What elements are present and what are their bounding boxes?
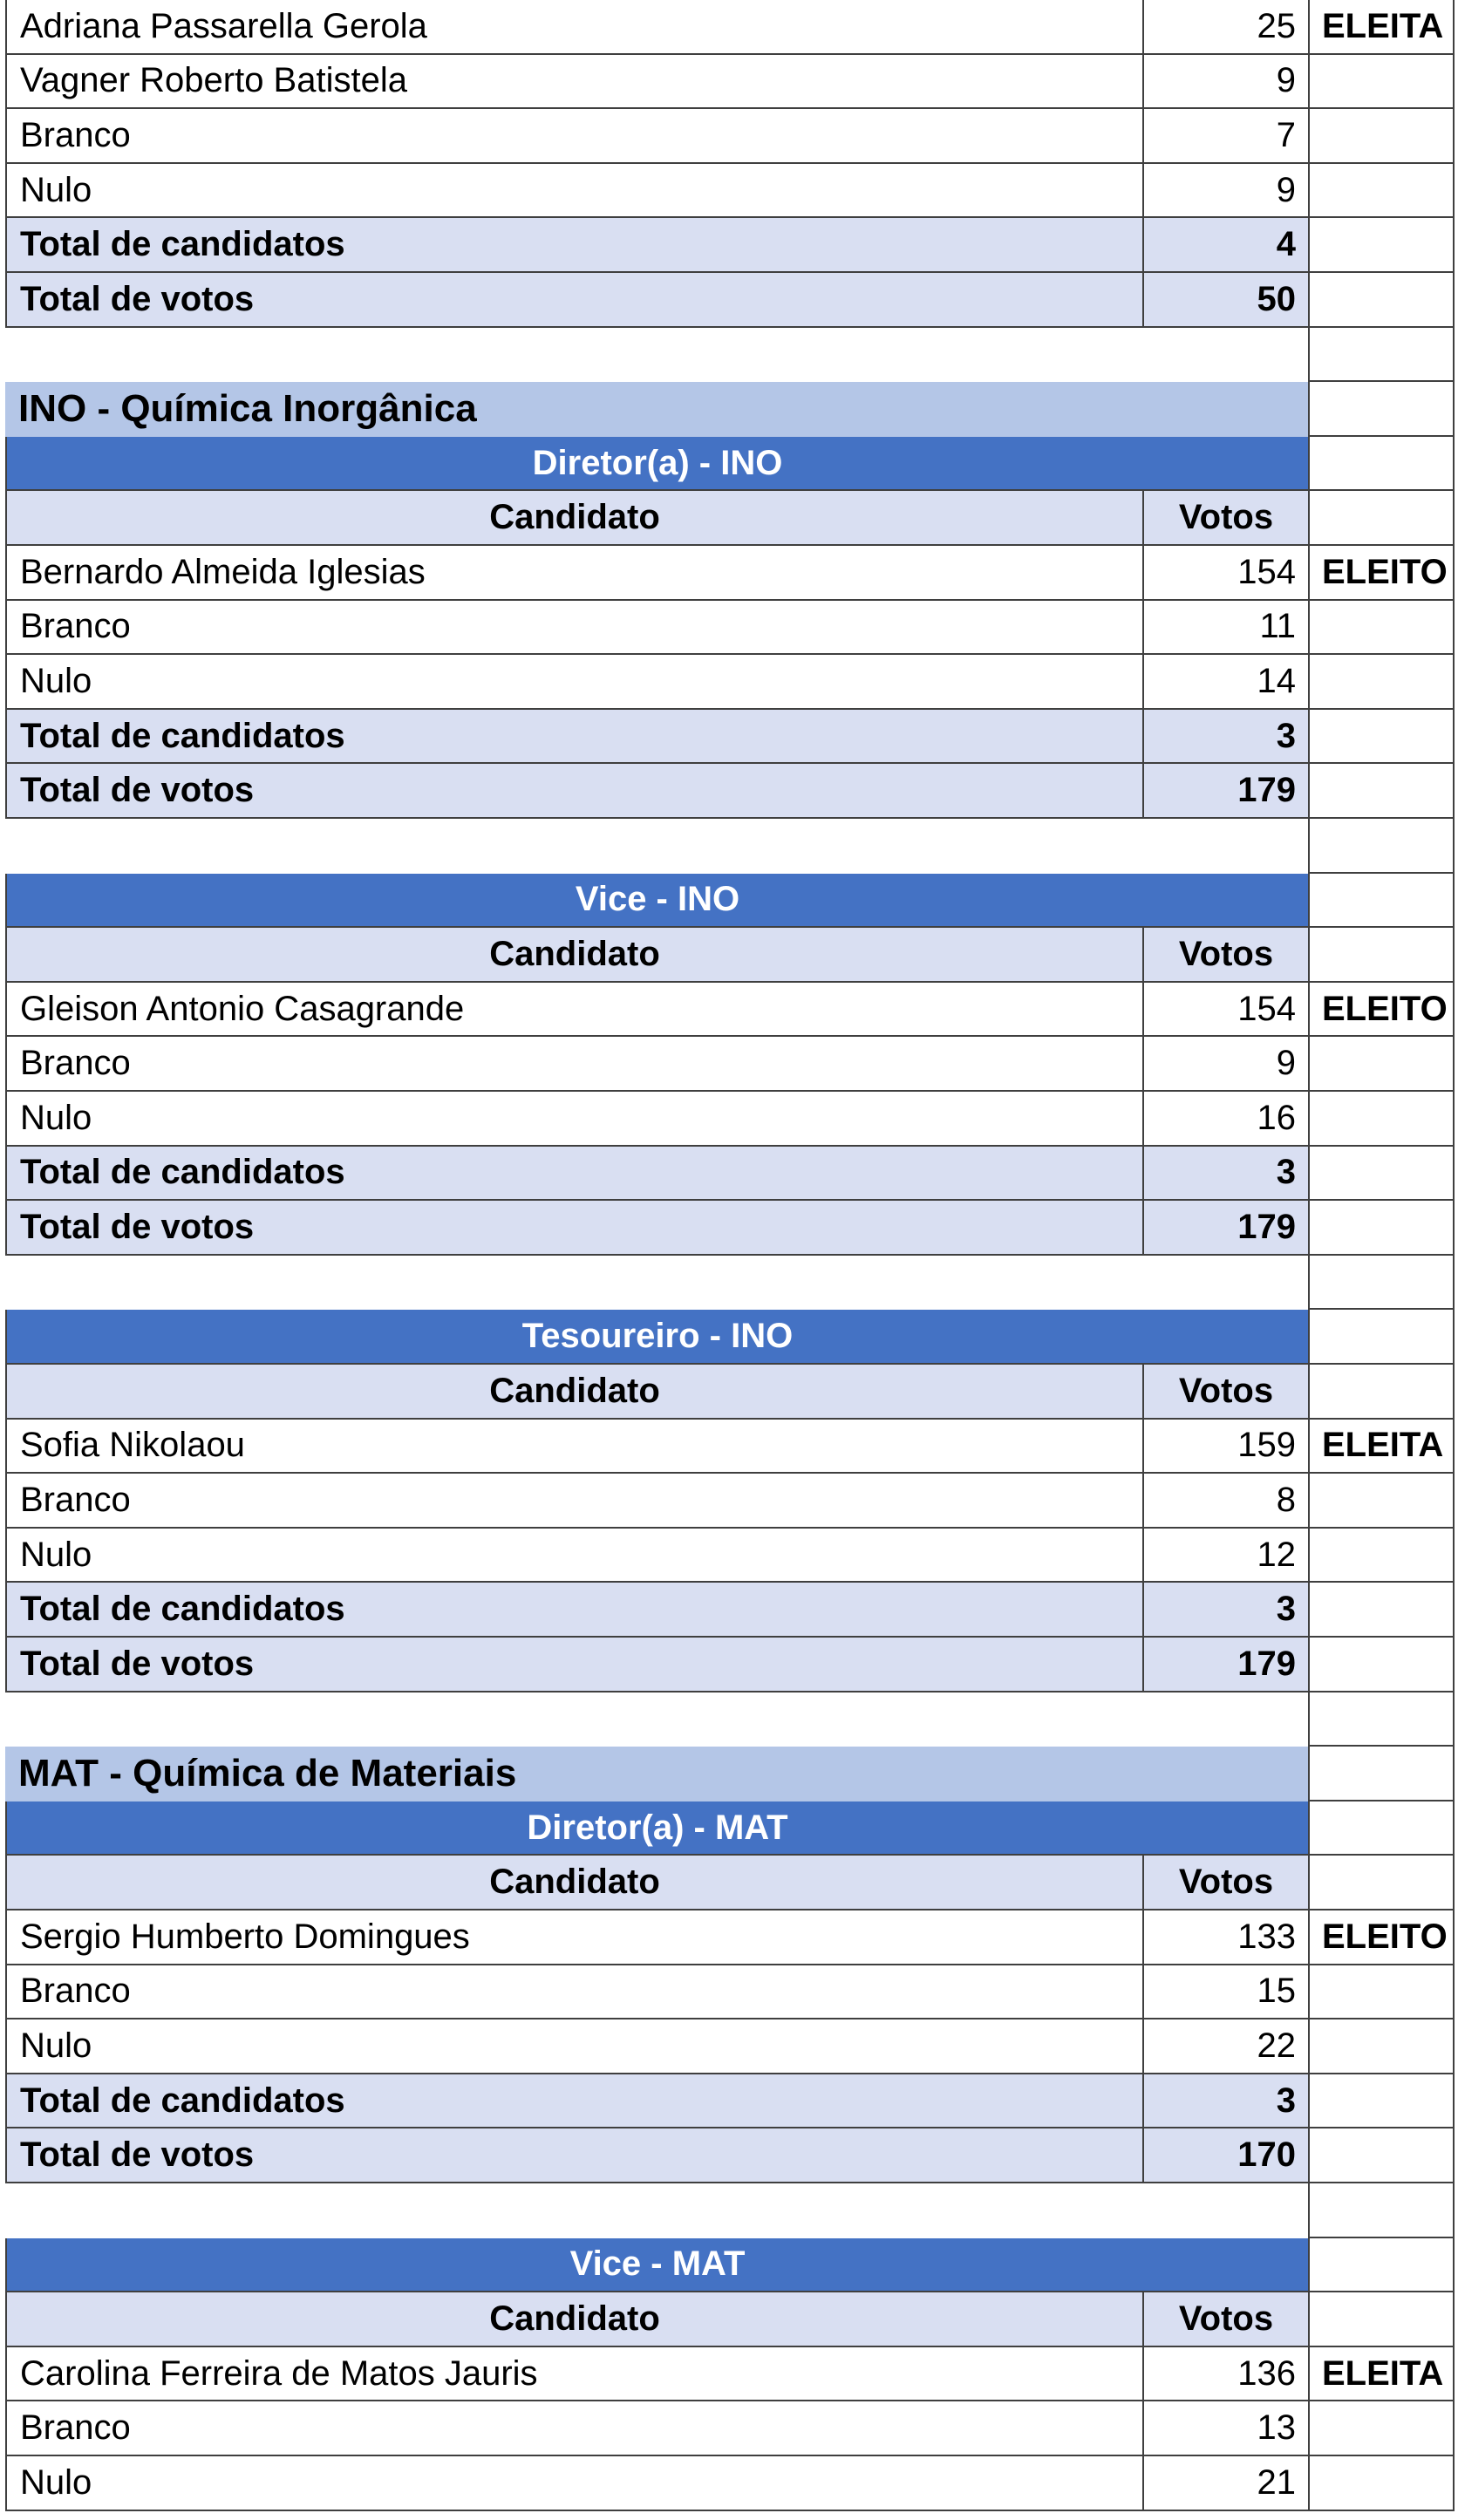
status-cell: ELEITO <box>1308 1910 1455 1965</box>
total-row <box>0 1147 1458 1202</box>
votes-cell: 7 <box>1142 109 1308 164</box>
colhead-row <box>0 491 1458 546</box>
status-cell <box>1308 2183 1455 2238</box>
department-title: INO - Química Inorgânica <box>5 382 1308 437</box>
data-row <box>0 1474 1458 1529</box>
column-header-votes: Votos <box>1142 2292 1308 2347</box>
data-row <box>0 0 1458 55</box>
spacer-row <box>0 328 1458 383</box>
votes-cell: 21 <box>1142 2456 1308 2511</box>
colhead-row <box>0 1365 1458 1420</box>
votes-cell: 22 <box>1142 2019 1308 2074</box>
colhead-row <box>0 928 1458 983</box>
candidate-name-cell: Sergio Humberto Domingues <box>5 1910 1142 1965</box>
status-cell <box>1308 1638 1455 1692</box>
status-cell <box>1308 655 1455 710</box>
spacer-row <box>0 1256 1458 1311</box>
status-cell <box>1308 1692 1455 1747</box>
candidate-name-cell: Branco <box>5 1965 1142 2020</box>
votes-cell: 9 <box>1142 164 1308 219</box>
data-row <box>0 655 1458 710</box>
candidate-name-cell: Branco <box>5 2401 1142 2456</box>
column-header-candidate: Candidato <box>5 1856 1142 1910</box>
status-cell <box>1308 1801 1455 1856</box>
status-cell <box>1308 218 1455 273</box>
candidate-name-cell: Nulo <box>5 164 1142 219</box>
column-header-votes: Votos <box>1142 1856 1308 1910</box>
candidate-name-cell: Branco <box>5 1474 1142 1529</box>
candidate-name-cell: Total de candidatos <box>5 1147 1142 1202</box>
votes-cell: 136 <box>1142 2347 1308 2402</box>
status-cell <box>1308 1256 1455 1311</box>
data-row <box>0 1037 1458 1092</box>
votes-cell: 3 <box>1142 1583 1308 1638</box>
votes-cell: 3 <box>1142 710 1308 765</box>
colhead-row <box>0 2292 1458 2347</box>
votes-cell: 154 <box>1142 546 1308 601</box>
votes-cell: 15 <box>1142 1965 1308 2020</box>
votes-cell: 3 <box>1142 1147 1308 1202</box>
status-cell <box>1308 164 1455 219</box>
votes-cell: 8 <box>1142 1474 1308 1529</box>
data-row <box>0 2456 1458 2511</box>
position-row <box>0 874 1458 929</box>
status-cell: ELEITO <box>1308 983 1455 1038</box>
column-header-candidate: Candidato <box>5 491 1142 546</box>
status-cell <box>1308 1365 1455 1420</box>
status-cell <box>1308 1092 1455 1147</box>
candidate-name-cell: Branco <box>5 109 1142 164</box>
candidate-name-cell: Gleison Antonio Casagrande <box>5 983 1142 1038</box>
candidate-name-cell: Carolina Ferreira de Matos Jauris <box>5 2347 1142 2402</box>
status-cell <box>1308 109 1455 164</box>
status-cell <box>1308 764 1455 819</box>
candidate-name-cell: Nulo <box>5 1529 1142 1584</box>
candidate-name-cell: Total de votos <box>5 1201 1142 1256</box>
status-cell <box>1308 1747 1455 1801</box>
status-cell <box>1308 1037 1455 1092</box>
candidate-name-cell: Total de votos <box>5 1638 1142 1692</box>
status-cell <box>1308 382 1455 437</box>
total-row <box>0 2074 1458 2129</box>
status-cell <box>1308 55 1455 110</box>
candidate-name-cell: Total de candidatos <box>5 2074 1142 2129</box>
votes-cell: 159 <box>1142 1420 1308 1475</box>
data-row <box>0 1420 1458 1475</box>
candidate-name-cell: Nulo <box>5 1092 1142 1147</box>
status-cell <box>1308 874 1455 929</box>
candidate-name-cell: Nulo <box>5 2456 1142 2511</box>
status-cell <box>1308 819 1455 874</box>
votes-cell: 9 <box>1142 55 1308 110</box>
status-cell <box>1308 710 1455 765</box>
votes-cell: 11 <box>1142 601 1308 656</box>
data-row <box>0 1910 1458 1965</box>
column-header-votes: Votos <box>1142 1365 1308 1420</box>
candidate-name-cell: Total de candidatos <box>5 1583 1142 1638</box>
votes-cell: 16 <box>1142 1092 1308 1147</box>
candidate-name-cell: Adriana Passarella Gerola <box>5 0 1142 55</box>
status-cell: ELEITO <box>1308 546 1455 601</box>
status-cell <box>1308 2019 1455 2074</box>
department-title: MAT - Química de Materiais <box>5 1747 1308 1801</box>
total-row <box>0 2128 1458 2183</box>
candidate-name-cell: Vagner Roberto Batistela <box>5 55 1142 110</box>
data-row <box>0 2401 1458 2456</box>
data-row <box>0 1965 1458 2020</box>
data-row <box>0 109 1458 164</box>
candidate-name-cell: Nulo <box>5 2019 1142 2074</box>
total-row <box>0 1583 1458 1638</box>
status-cell <box>1308 437 1455 492</box>
total-row <box>0 764 1458 819</box>
candidate-name-cell: Branco <box>5 601 1142 656</box>
position-title: Tesoureiro - INO <box>5 1310 1308 1365</box>
total-row <box>0 218 1458 273</box>
status-cell <box>1308 2292 1455 2347</box>
column-header-candidate: Candidato <box>5 1365 1142 1420</box>
votes-cell: 25 <box>1142 0 1308 55</box>
status-cell <box>1308 601 1455 656</box>
status-cell <box>1308 2238 1455 2293</box>
total-row <box>0 273 1458 328</box>
spacer-row <box>0 819 1458 874</box>
votes-cell: 179 <box>1142 764 1308 819</box>
votes-cell: 12 <box>1142 1529 1308 1584</box>
votes-cell: 154 <box>1142 983 1308 1038</box>
status-cell <box>1308 1583 1455 1638</box>
total-row <box>0 710 1458 765</box>
column-header-votes: Votos <box>1142 928 1308 983</box>
colhead-row <box>0 1856 1458 1910</box>
status-cell <box>1308 1856 1455 1910</box>
candidate-name-cell: Total de votos <box>5 764 1142 819</box>
position-title: Vice - INO <box>5 874 1308 929</box>
candidate-name-cell: Branco <box>5 1037 1142 1092</box>
status-cell <box>1308 1201 1455 1256</box>
data-row <box>0 55 1458 110</box>
candidate-name-cell: Nulo <box>5 655 1142 710</box>
status-cell: ELEITA <box>1308 0 1455 55</box>
votes-cell: 170 <box>1142 2128 1308 2183</box>
data-row <box>0 2347 1458 2402</box>
status-cell: ELEITA <box>1308 1420 1455 1475</box>
votes-cell: 3 <box>1142 2074 1308 2129</box>
votes-cell: 13 <box>1142 2401 1308 2456</box>
votes-cell: 133 <box>1142 1910 1308 1965</box>
status-cell <box>1308 2128 1455 2183</box>
spacer-row <box>0 1692 1458 1747</box>
status-cell <box>1308 928 1455 983</box>
spacer-row <box>0 2183 1458 2238</box>
status-cell <box>1308 273 1455 328</box>
data-row <box>0 164 1458 219</box>
votes-cell: 9 <box>1142 1037 1308 1092</box>
votes-cell: 14 <box>1142 655 1308 710</box>
total-row <box>0 1638 1458 1692</box>
dept-row <box>0 382 1458 437</box>
total-row <box>0 1201 1458 1256</box>
position-title: Vice - MAT <box>5 2238 1308 2293</box>
status-cell <box>1308 491 1455 546</box>
votes-cell: 179 <box>1142 1638 1308 1692</box>
data-row <box>0 1092 1458 1147</box>
position-row <box>0 1310 1458 1365</box>
data-row <box>0 601 1458 656</box>
column-header-candidate: Candidato <box>5 928 1142 983</box>
dept-row <box>0 1747 1458 1801</box>
position-title: Diretor(a) - MAT <box>5 1801 1308 1856</box>
data-row <box>0 2019 1458 2074</box>
votes-cell: 50 <box>1142 273 1308 328</box>
candidate-name-cell: Total de votos <box>5 273 1142 328</box>
status-cell <box>1308 328 1455 383</box>
status-cell: ELEITA <box>1308 2347 1455 2402</box>
column-header-candidate: Candidato <box>5 2292 1142 2347</box>
position-row <box>0 2238 1458 2293</box>
votes-cell: 179 <box>1142 1201 1308 1256</box>
status-cell <box>1308 2074 1455 2129</box>
position-row <box>0 437 1458 492</box>
status-cell <box>1308 1310 1455 1365</box>
position-title: Diretor(a) - INO <box>5 437 1308 492</box>
candidate-name-cell: Sofia Nikolaou <box>5 1420 1142 1475</box>
candidate-name-cell: Total de candidatos <box>5 218 1142 273</box>
data-row <box>0 546 1458 601</box>
status-cell <box>1308 2456 1455 2511</box>
candidate-name-cell: Total de votos <box>5 2128 1142 2183</box>
votes-cell: 4 <box>1142 218 1308 273</box>
position-row <box>0 1801 1458 1856</box>
data-row <box>0 983 1458 1038</box>
status-cell <box>1308 2401 1455 2456</box>
data-row <box>0 1529 1458 1584</box>
status-cell <box>1308 1965 1455 2020</box>
candidate-name-cell: Bernardo Almeida Iglesias <box>5 546 1142 601</box>
column-header-votes: Votos <box>1142 491 1308 546</box>
status-cell <box>1308 1474 1455 1529</box>
status-cell <box>1308 1529 1455 1584</box>
status-cell <box>1308 1147 1455 1202</box>
candidate-name-cell: Total de candidatos <box>5 710 1142 765</box>
